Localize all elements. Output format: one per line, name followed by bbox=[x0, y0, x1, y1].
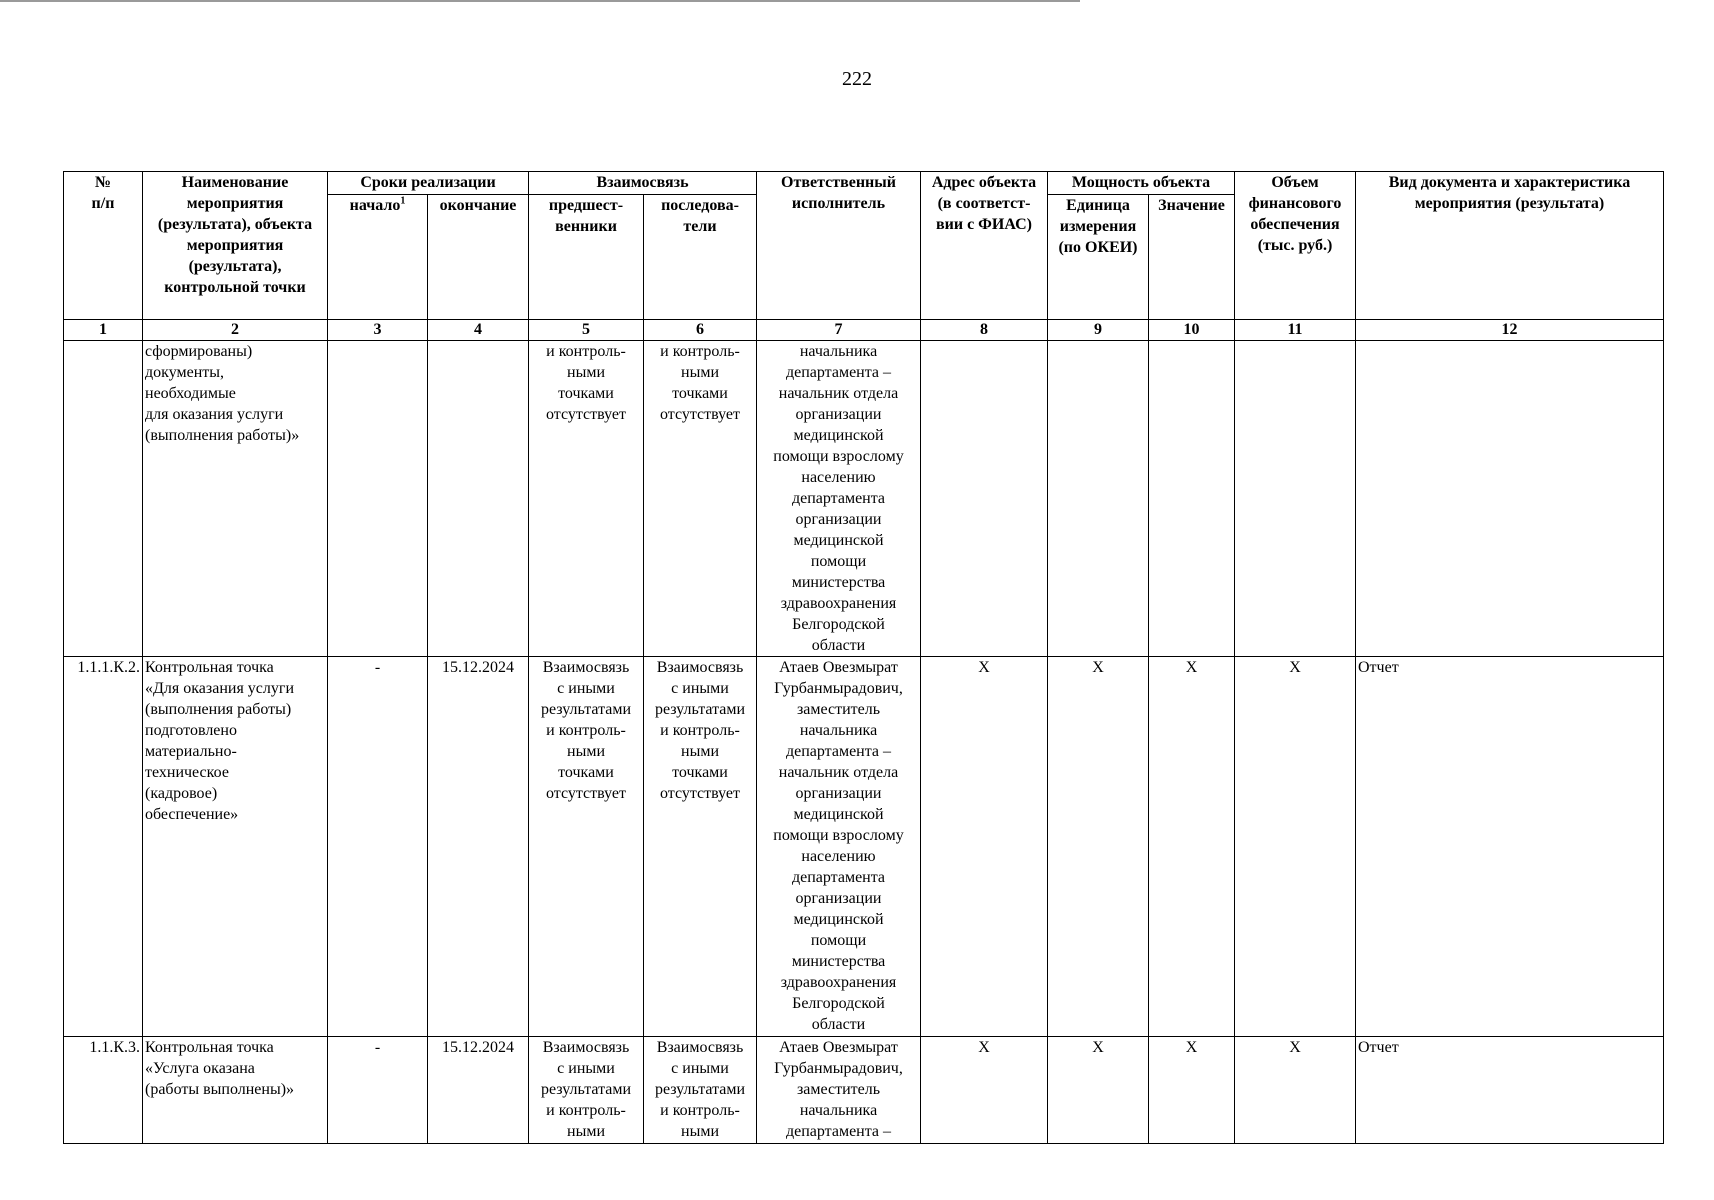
row-value: X bbox=[1149, 1037, 1235, 1144]
header-start: начало$^1$ bbox=[328, 195, 428, 320]
column-number: 3 bbox=[328, 320, 428, 341]
header-num: № п/п bbox=[64, 172, 143, 320]
row-unit bbox=[1048, 341, 1149, 657]
column-number: 1 bbox=[64, 320, 143, 341]
row-name: Контрольная точка «Для оказания услуги (выполнения работы) подготовлено материально- техническое (кадровое) обеспечение» bbox=[143, 657, 328, 1037]
row-num bbox=[64, 341, 143, 657]
header-predecessors: предшест- венники bbox=[529, 195, 644, 320]
row-funding: X bbox=[1235, 657, 1356, 1037]
implementation-plan-table bbox=[63, 171, 1664, 1144]
column-number: 11 bbox=[1235, 320, 1356, 341]
header-row-top bbox=[64, 172, 1664, 195]
column-number: 8 bbox=[921, 320, 1048, 341]
row-funding: X bbox=[1235, 1037, 1356, 1144]
header-capacity-group: Мощность объекта bbox=[1048, 172, 1235, 195]
header-funding: Объем финансового обеспечения (тыс. руб.) bbox=[1235, 172, 1356, 320]
header-end: окончание bbox=[428, 195, 529, 320]
row-address: X bbox=[921, 1037, 1048, 1144]
row-name: сформированы) документы, необходимые для оказания услуги (выполнения работы)» bbox=[143, 341, 328, 657]
row-num: 1.1.К.3. bbox=[64, 1037, 143, 1144]
column-number: 12 bbox=[1356, 320, 1664, 341]
table-row bbox=[64, 341, 1664, 657]
row-end: 15.12.2024 bbox=[428, 1037, 529, 1144]
row-value bbox=[1149, 341, 1235, 657]
header-unit: Единица измерения (по ОКЕИ) bbox=[1048, 195, 1149, 320]
row-successors: Взаимосвязь с иными результатами и контроль- ными точками отсутствует bbox=[644, 657, 757, 1037]
table-row bbox=[64, 657, 1664, 1037]
row-predecessors: и контроль- ными точками отсутствует bbox=[529, 341, 644, 657]
header-timing-group: Сроки реализации bbox=[328, 172, 529, 195]
column-number: 5 bbox=[529, 320, 644, 341]
row-start bbox=[328, 341, 428, 657]
row-address bbox=[921, 341, 1048, 657]
row-responsible: начальника департамента – начальник отдела организации медицинской помощи взрослому населению департамента организации медицинской помощи министерства здравоохранения Белгородской области bbox=[757, 341, 921, 657]
row-doc: Отчет bbox=[1356, 657, 1664, 1037]
row-name: Контрольная точка «Услуга оказана (работы выполнены)» bbox=[143, 1037, 328, 1144]
row-predecessors: Взаимосвязь с иными результатами и контроль- ными точками отсутствует bbox=[529, 657, 644, 1037]
column-number: 9 bbox=[1048, 320, 1149, 341]
scan-edge-artifact bbox=[0, 0, 1080, 2]
row-unit: X bbox=[1048, 657, 1149, 1037]
column-number: 6 bbox=[644, 320, 757, 341]
footnote-marker: 1 bbox=[400, 195, 406, 207]
row-predecessors: Взаимосвязь с иными результатами и контроль- ными bbox=[529, 1037, 644, 1144]
column-number: 4 bbox=[428, 320, 529, 341]
row-successors: и контроль- ными точками отсутствует bbox=[644, 341, 757, 657]
header-relation-group: Взаимосвязь bbox=[529, 172, 757, 195]
column-number-row bbox=[64, 320, 1664, 341]
row-num: 1.1.1.К.2. bbox=[64, 657, 143, 1037]
row-doc bbox=[1356, 341, 1664, 657]
row-unit: X bbox=[1048, 1037, 1149, 1144]
row-responsible: Атаев Овезмырат Гурбанмырадович, заместитель начальника департамента – начальник отдела организации медицинской помощи взрослому населению департамента организации медицинской помощи министерства здравоохранения Белгородской области bbox=[757, 657, 921, 1037]
column-number: 7 bbox=[757, 320, 921, 341]
row-start: - bbox=[328, 657, 428, 1037]
row-funding bbox=[1235, 341, 1356, 657]
row-address: X bbox=[921, 657, 1048, 1037]
header-successors: последова- тели bbox=[644, 195, 757, 320]
header-value: Значение bbox=[1149, 195, 1235, 320]
column-number: 2 bbox=[143, 320, 328, 341]
column-number: 10 bbox=[1149, 320, 1235, 341]
row-value: X bbox=[1149, 657, 1235, 1037]
header-name: Наименование мероприятия (результата), объекта мероприятия (результата), контрольной точки bbox=[143, 172, 328, 320]
row-end bbox=[428, 341, 529, 657]
page-number: 222 bbox=[842, 68, 872, 90]
row-doc: Отчет bbox=[1356, 1037, 1664, 1144]
header-responsible: Ответственный исполнитель bbox=[757, 172, 921, 320]
header-address: Адрес объекта (в соответст- вии с ФИАС) bbox=[921, 172, 1048, 320]
row-start: - bbox=[328, 1037, 428, 1144]
row-responsible: Атаев Овезмырат Гурбанмырадович, заместитель начальника департамента – bbox=[757, 1037, 921, 1144]
row-end: 15.12.2024 bbox=[428, 657, 529, 1037]
table-row bbox=[64, 1037, 1664, 1144]
header-doc-type: Вид документа и характеристика мероприятия (результата) bbox=[1356, 172, 1664, 320]
row-successors: Взаимосвязь с иными результатами и контроль- ными bbox=[644, 1037, 757, 1144]
